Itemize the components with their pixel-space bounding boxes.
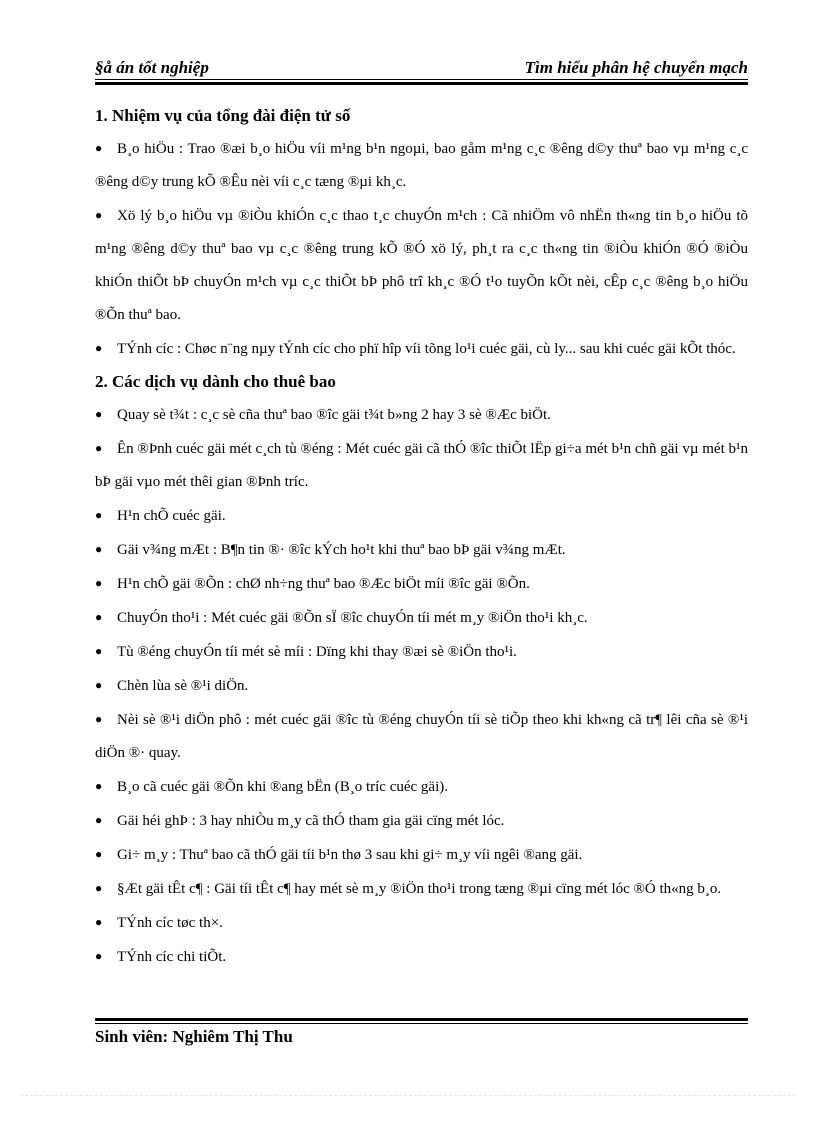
- bullet-item: [95, 132, 748, 199]
- bullet-icon: ●: [95, 949, 103, 963]
- bullet-icon: ●: [95, 779, 103, 793]
- bullet-text: Gäi v¾ng mÆt : B¶n tin ®· ®îc kÝch ho¹t khi thuª bao bÞ gäi v¾ng mÆt.: [117, 542, 566, 558]
- bullet-item: [95, 432, 748, 499]
- bullet-icon: ●: [95, 847, 103, 861]
- bullet-item: [95, 906, 748, 940]
- bullet-item: [95, 499, 748, 533]
- bullet-item: [95, 872, 748, 906]
- bullet-icon: ●: [95, 712, 103, 726]
- footer-divider-thick: [95, 1018, 748, 1021]
- bullet-item: [95, 533, 748, 567]
- bullet-icon: ●: [95, 610, 103, 624]
- bullet-text: Quay sè t¾t : c¸c sè cña thuª bao ®îc gäi t¾t b»ng 2 hay 3 sè ®Æc biÖt.: [117, 407, 551, 423]
- page-footer: Sinh viên: Nghiêm Thị Thu: [95, 1027, 293, 1046]
- bullet-text: B¸o hiÖu : Trao ®æi b¸o hiÖu víi m¹ng b¹n ngoµi, bao gåm m¹ng c¸c ®êng d©y thuª bao vµ m¹ng c¸c ®êng d©y trung kÕ ®Êu nèi víi c¸c tæng ®µi kh¸c.: [95, 141, 748, 190]
- bullet-item: [95, 838, 748, 872]
- bullet-item: [95, 567, 748, 601]
- bullet-icon: ●: [95, 678, 103, 692]
- bullet-text: H¹n chÕ cuéc gäi.: [117, 508, 226, 524]
- bullet-icon: ●: [95, 341, 103, 355]
- bullet-text: TÝnh cíc : Chøc n¨ng nµy tÝnh cíc cho phï hîp víi tõng lo¹i cuéc gäi, cù ly... sau khi cuéc gäi kÕt thóc.: [117, 341, 736, 357]
- section-heading: 2. Các dịch vụ dành cho thuê bao: [95, 372, 336, 391]
- document-body: [95, 100, 748, 974]
- bullet-item: [95, 635, 748, 669]
- page-edge: [20, 1095, 796, 1096]
- bullet-icon: ●: [95, 208, 103, 222]
- bullet-item: [95, 940, 748, 974]
- bullet-text: Ên ®Þnh cuéc gäi mét c¸ch tù ®éng : Mét cuéc gäi cã thÓ ®îc thiÕt lËp gi÷a mét b¹n chñ gäi vµ mét b¹n bÞ gäi vµo mét thêi gian ®Þnh tríc.: [95, 441, 748, 490]
- bullet-icon: ●: [95, 141, 103, 155]
- bullet-item: [95, 804, 748, 838]
- bullet-icon: ●: [95, 407, 103, 421]
- bullet-icon: ●: [95, 813, 103, 827]
- section-heading: 1. Nhiệm vụ của tổng đài điện tử số: [95, 106, 351, 125]
- bullet-text: TÝnh cíc tøc th×.: [117, 915, 223, 931]
- bullet-text: Gi÷ m¸y : Thuª bao cã thÓ gäi tíi b¹n thø 3 sau khi gi÷ m¸y víi ngêi ®ang gäi.: [117, 847, 583, 863]
- bullet-item: [95, 332, 748, 366]
- bullet-text: B¸o cã cuéc gäi ®Õn khi ®ang bËn (B¸o tríc cuéc gäi).: [117, 779, 449, 795]
- bullet-item: [95, 770, 748, 804]
- bullet-icon: ●: [95, 508, 103, 522]
- bullet-text: Nèi sè ®¹i diÖn phô : mét cuéc gäi ®îc tù ®éng chuyÓn tíi sè tiÕp theo khi kh«ng cã tr¶ lêi cña sè ®¹i diÖn ®· quay.: [95, 712, 748, 761]
- bullet-text: Chèn lùa sè ®¹i diÖn.: [117, 678, 249, 694]
- bullet-icon: ●: [95, 881, 103, 895]
- bullet-text: §Æt gäi tÊt c¶ : Gäi tíi tÊt c¶ hay mét sè m¸y ®iÖn tho¹i trong tæng ®µi cïng mét lóc ®Ó th«ng b¸o.: [117, 881, 722, 897]
- header-divider: [95, 79, 748, 80]
- bullet-icon: ●: [95, 441, 103, 455]
- bullet-text: Gäi héi ghÞ : 3 hay nhiÒu m¸y cã thÓ tham gia gäi cïng mét lóc.: [117, 813, 505, 829]
- bullet-icon: ●: [95, 576, 103, 590]
- bullet-text: TÝnh cíc chi tiÕt.: [117, 949, 227, 965]
- header-divider-thick: [95, 82, 748, 85]
- bullet-icon: ●: [95, 542, 103, 556]
- bullet-item: [95, 398, 748, 432]
- header-left: §å án tốt nghiệp: [95, 58, 209, 77]
- bullet-text: H¹n chÕ gäi ®Õn : chØ nh÷ng thuª bao ®Æc biÖt míi ®îc gäi ®Õn.: [117, 576, 530, 592]
- bullet-text: ChuyÓn tho¹i : Mét cuéc gäi ®Õn sÏ ®îc chuyÓn tíi mét m¸y ®iÖn tho¹i kh¸c.: [117, 610, 588, 626]
- page-header: [95, 52, 748, 78]
- bullet-text: Tù ®éng chuyÓn tíi mét sè míi : Dïng khi thay ®æi sè ®iÖn tho¹i.: [117, 644, 517, 660]
- bullet-item: [95, 601, 748, 635]
- bullet-text: Xö lý b¸o hiÖu vµ ®iÒu khiÓn c¸c thao t¸c chuyÓn m¹ch : Cã nhiÖm vô nhËn th«ng tin b¸o hiÖu tõ m¹ng ®êng d©y thuª bao vµ c¸c ®êng trung kÕ ®Ó xö lý, ph¸t ra c¸c th«ng tin ®iÒu khiÓn ®Ó ®iÒu khiÓn thiÕt bÞ chuyÓn m¹ch vµ c¸c thiÕt bÞ phô trî kh¸c ®Ó t¹o tuyÕn kÕt nèi, cÊp c¸c ®êng b¸o hiÖu ®Õn thuª bao.: [95, 208, 748, 323]
- header-right: Tìm hiểu phân hệ chuyển mạch: [524, 58, 748, 77]
- bullet-item: [95, 669, 748, 703]
- bullet-item: [95, 703, 748, 770]
- bullet-icon: ●: [95, 644, 103, 658]
- bullet-item: [95, 199, 748, 332]
- bullet-icon: ●: [95, 915, 103, 929]
